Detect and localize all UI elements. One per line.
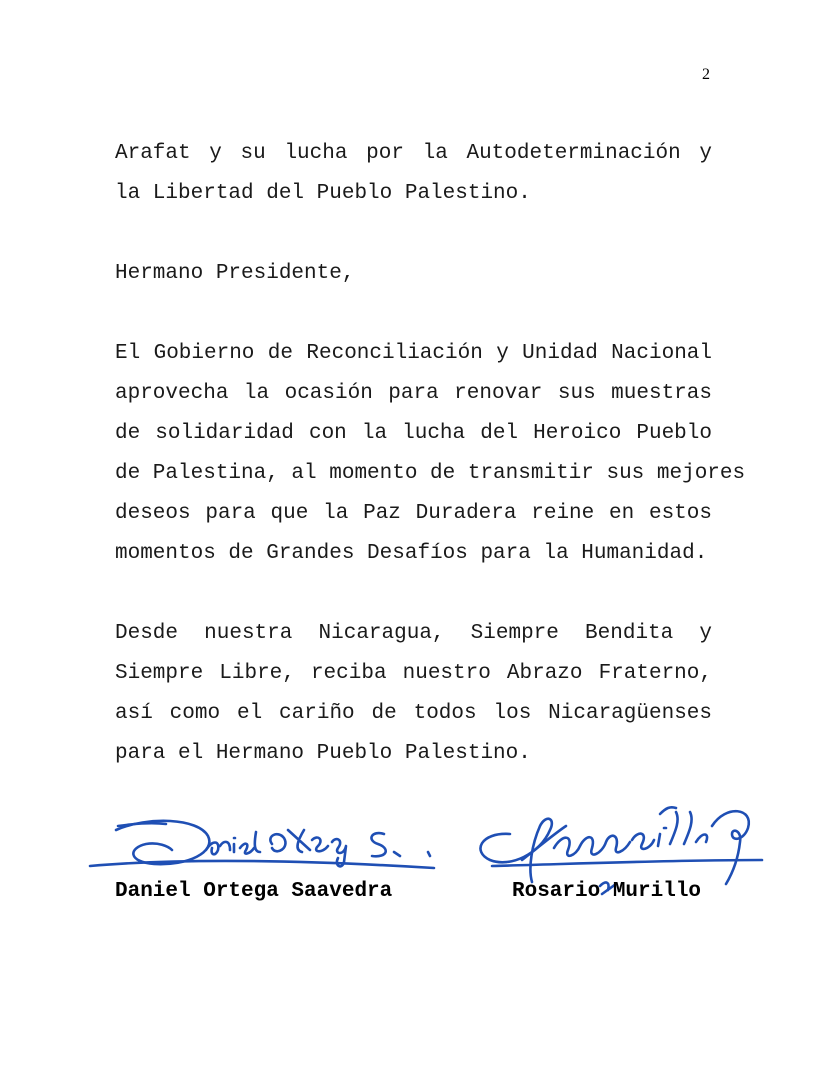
text-line: Hermano Presidente, (115, 262, 355, 285)
text-line: para el Hermano Pueblo Palestino. (115, 742, 531, 765)
text-line: la Libertad del Pueblo Palestino. (115, 182, 531, 205)
text-line: Arafat y su lucha por la Autodeterminación y (115, 142, 712, 165)
paragraph-solidarity (115, 334, 746, 574)
paragraph-closing-arafat (115, 134, 712, 214)
text-line: aprovecha la ocasión para renovar sus muestras (115, 382, 712, 405)
paragraph-embrace (115, 614, 712, 774)
signer-name-right: Rosario Murillo (512, 880, 702, 903)
text-line: así como el cariño de todos los Nicaragüenses (115, 702, 712, 725)
text-line: deseos para que la Paz Duradera reine en estos (115, 502, 712, 525)
text-line: Desde nuestra Nicaragua, Siempre Bendita y (115, 622, 712, 645)
text-line: de Palestina, al momento de transmitir sus mejores (115, 462, 746, 485)
salutation (115, 254, 712, 294)
signer-name-left: Daniel Ortega Saavedra (115, 880, 393, 903)
text-line: de solidaridad con la lucha del Heroico Pueblo (115, 422, 712, 445)
text-line: El Gobierno de Reconciliación y Unidad Nacional (115, 342, 712, 365)
text-line: momentos de Grandes Desafíos para la Humanidad. (115, 542, 708, 565)
page-number: 2 (702, 66, 710, 83)
text-line: Siempre Libre, reciba nuestro Abrazo Fraterno, (115, 662, 712, 685)
